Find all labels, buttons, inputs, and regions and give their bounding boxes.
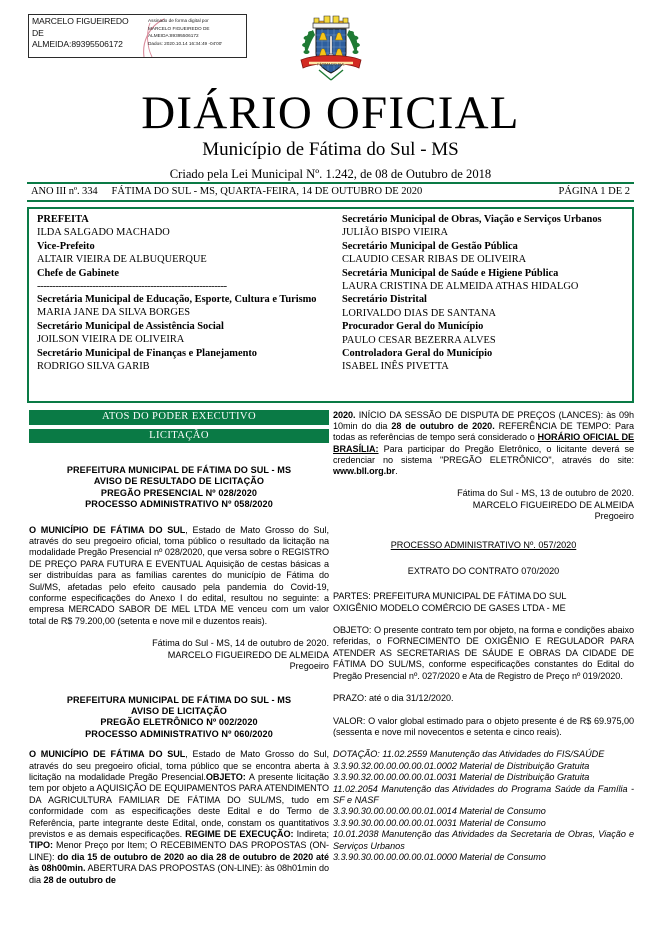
notice2-sign-name: MARCELO FIGUEIREDO DE ALMEIDA (472, 499, 634, 510)
notice2-heading-line: PROCESSO ADMINISTRATIVO Nº 060/2020 (85, 728, 273, 739)
signature-meta-line: MARCELO FIGUEIREDO DE (148, 25, 210, 31)
official-role: Vice-Prefeito (37, 240, 95, 252)
spacer (333, 738, 634, 749)
notice1-text: , Estado de Mato Grosso do Sul, através do seu pregoeiro oficial, toma público o resultado da licitação na modalidade Pregão Presencial nº 028/2020, que versa sobre o REGISTRO DE PREÇO PARA FUTURA E EVENTUAL Aquisição de cestas básicas a ser distribuídas para as famílias carentes do município de Fátima do Sul/MS, afetadas pelo efeito causado pela pandemia do Covid-19, conforme especificações do Anexo I do edital, resultou no seguinte: a empresa MERCADO SABOR DE MEL LTDA ME venceu com um valor total de R$ 79.200,00 (setenta e nove mil e duzentos reais). (29, 524, 329, 626)
contract-valor: VALOR: O valor global estimado para o objeto presente é de R$ 69.975,00 (sessenta e nove mil novecentos e setenta e cinco reais). (333, 715, 634, 737)
spacer (333, 522, 634, 540)
signature-metadata (145, 15, 246, 57)
issue-number: ANO III nº. 334 (31, 186, 98, 197)
officials-column-left (29, 209, 332, 401)
dotacao-line: 3.3.90.30.00.00.00.00.01.0000 Material de Consumo (333, 851, 546, 862)
notice2-tipo-label: TIPO: (29, 840, 53, 851)
official-person: RODRIGO SILVA GARIB (37, 361, 150, 373)
official-person: ILDA SALGADO MACHADO (37, 227, 170, 239)
contract-dotacao (333, 749, 634, 863)
notice2-cont-date2: 28 de outubro de 2020. (391, 421, 495, 432)
notice2-regime-label: REGIME DE EXECUÇÃO: (185, 828, 294, 839)
official-person: JULIÃO BISPO VIEIRA (342, 227, 449, 239)
spacer (333, 614, 634, 625)
contract-prazo: PRAZO: até o dia 31/12/2020. (333, 693, 454, 704)
official-person: LAURA CRISTINA DE ALMEIDA ATHAS HIDALGO (342, 281, 579, 293)
notice2-cont-t2: REFERÊNCIA DE TEMPO: Para todas as referências de tempo será considerado o (333, 421, 634, 443)
officials-panel (27, 207, 634, 403)
notice2-heading-line: AVISO DE LICITAÇÃO (131, 705, 227, 716)
page-indicator: PÁGINA 1 DE 2 (558, 186, 630, 197)
dotacao-line: 11.02.2054 Manutenção das Atividades do Programa Saúde da Família - SF e NASF (333, 783, 634, 805)
masthead (0, 88, 661, 182)
column-right (333, 410, 634, 863)
signature-name-line: MARCELO FIGUEIREDO (32, 16, 129, 26)
signature-meta-line: ALMEIDA:89395506172 (148, 33, 199, 39)
notice2-cont-date1: 2020. (333, 410, 356, 420)
section-bar-executive: ATOS DO PODER EXECUTIVO (29, 410, 329, 425)
spacer (29, 443, 329, 465)
dotacao-line: 3.3.90.30.00.00.00.00.01.0031 Material de Consumo (333, 817, 546, 828)
masthead-lawline: Criado pela Lei Municipal Nº. 1.242, de 08 de Outubro de 2018 (169, 167, 492, 181)
official-person: MARIA JANE DA SILVA BORGES (37, 307, 191, 319)
dotacao-line: 10.01.2038 Manutenção das Atividades da Secretaria de Obras, Viação e Serviços Urbanos (333, 829, 634, 851)
notice2-heading-line: PREFEITURA MUNICIPAL DE FÁTIMA DO SUL - MS (66, 694, 292, 705)
spacer (29, 511, 329, 525)
issue-bar (27, 182, 634, 202)
issue-bar-left (31, 185, 422, 198)
contract-extract-heading: EXTRATO DO CONTRATO 070/2020 (407, 565, 560, 576)
officials-separator: -------------------------------------------------------------- (37, 281, 227, 293)
officials-column-right (332, 209, 632, 401)
masthead-subtitle: Município de Fátima do Sul - MS (202, 139, 459, 160)
spacer (333, 705, 634, 716)
notice2-objeto-label: OBJETO: (205, 771, 246, 782)
notice2-cont-t4: . (395, 466, 398, 477)
spacer (333, 577, 634, 591)
spacer (29, 740, 329, 749)
notice1-heading-line: PREFEITURA MUNICIPAL DE FÁTIMA DO SUL - MS (66, 465, 292, 475)
official-role: Secretário Municipal de Assistência Social (37, 320, 224, 332)
notice1-heading-line: AVISO DE RESULTADO DE LICITAÇÃO (93, 476, 265, 487)
notice1-heading-line: PROCESSO ADMINISTRATIVO Nº 058/2020 (85, 499, 273, 510)
notice1-heading (29, 465, 329, 511)
official-person: JOILSON VIEIRA DE OLIVEIRA (37, 334, 185, 346)
spacer (333, 552, 634, 566)
notice1-heading-line: PREGÃO PRESENCIAL Nº 028/2020 (100, 487, 258, 498)
dotacao-line: 3.3.90.32.00.00.00.00.01.0031 Material de Distribuição Gratuita (333, 772, 590, 783)
spacer (29, 673, 329, 695)
signature-name-line: DE (32, 27, 44, 38)
dotacao-line: 3.3.90.32.00.00.00.00.01.0002 Material de Distribuição Gratuita (333, 760, 590, 771)
notice1-sign-name: MARCELO FIGUEIREDO DE ALMEIDA (167, 649, 329, 660)
notice2-tipo-text: Menor Preço por Item; O RECEBIMENTO DAS PROPOSTAS (ON-LINE): (29, 840, 329, 862)
notice2-recebimento-dates: do dia 15 de outubro de 2020 ao dia 28 de outubro de 2020 até às 08h00min. (29, 851, 329, 874)
official-person: PAULO CESAR BEZERRA ALVES (342, 334, 496, 346)
spacer (29, 627, 329, 638)
official-role: Secretário Municipal de Obras, Viação e Serviços Urbanos (342, 214, 602, 225)
signature-meta-line: Assinado de forma digital por (148, 18, 209, 23)
signature-name (29, 15, 145, 57)
notice2-p1: , Estado de Mato Grosso do Sul, através do seu pregoeiro oficial, torna público que se encontra aberta à licitação na modalidade Pregão Presencial. (29, 749, 329, 782)
contract-parties-line1: PARTES: PREFEITURA MUNICIPAL DE FÁTIMA DO SUL (333, 591, 567, 602)
signature-name-line: ALMEIDA:89395506172 (32, 39, 123, 50)
coat-of-arms-icon (297, 10, 365, 86)
official-person: ISABEL INÊS PIVETTA (342, 361, 449, 373)
notice2-sign-role: Pregoeiro (594, 511, 634, 522)
section-bar-licitacao: LICITAÇÃO (29, 429, 329, 444)
notice2-heading (29, 695, 329, 741)
notice2-continuation (333, 410, 634, 477)
notice1-lead: O MUNICÍPIO DE FÁTIMA DO SUL (29, 524, 186, 535)
official-role: Procurador Geral do Município (342, 321, 484, 333)
digital-signature-stamp (28, 14, 247, 58)
notice1-signature (29, 638, 329, 672)
notice2-regime-text: Indireta; (293, 828, 329, 839)
notice1-sign-role: Pregoeiro (289, 661, 329, 672)
official-person: CLAUDIO CESAR RIBAS DE OLIVEIRA (342, 254, 527, 266)
spacer (333, 477, 634, 488)
official-role: Controladora Geral do Município (342, 348, 493, 360)
notice2-cont-t1: INÍCIO DA SESSÃO DE DISPUTA DE PREÇOS (LANCES): às 09h 10min do dia (333, 410, 634, 432)
contract-parties (333, 591, 634, 614)
page-title: DIÁRIO OFICIAL (141, 87, 520, 139)
notice2-body (29, 749, 329, 886)
official-person: LORIVALDO DIAS DE SANTANA (342, 307, 496, 319)
dotacao-line: 3.3.90.30.00.00.00.00.01.0014 Material de Consumo (333, 806, 546, 817)
notice1-sign-place: Fátima do Sul - MS, 14 de outubro de 2020. (152, 638, 329, 649)
notice2-objeto-text: A presente licitação tem por objeto a AQUISIÇÃO DE EQUIPAMENTOS PARA ATENDIMENTO DA AGRICULTURA FAMILIAR DE FÁTIMA DO SUL/MS, tudo em conformidade com as especificações deste Edital e do Termo de Referência, parte integrante deste Edital, onde, constam os quantitativos previstos e as demais especificações. (29, 771, 329, 839)
official-role: Secretária Municipal de Saúde e Higiene Pública (342, 267, 559, 279)
official-role: PREFEITA (37, 214, 89, 225)
issue-place-date: FÁTIMA DO SUL - MS, QUARTA-FEIRA, 14 DE OUTUBRO DE 2020 (111, 186, 423, 197)
official-person: ALTAIR VIEIRA DE ALBUQUERQUE (37, 254, 207, 266)
signature-meta-line: Dados: 2020.10.14 16:34:49 -04'00' (148, 40, 223, 46)
notice2-brasilia-time: HORÁRIO OFICIAL DE BRASÍLIA: (333, 432, 635, 454)
official-role: Secretário Municipal de Gestão Pública (342, 240, 518, 252)
contract-process-heading (333, 540, 634, 551)
dotacao-line: DOTAÇÃO: 11.02.2559 Manutenção das Atividades do FIS/SAÚDE (333, 749, 605, 760)
notice2-lead: O MUNICÍPIO DE FÁTIMA DO SUL (29, 749, 186, 760)
notice2-cont-t3: Para participar do Pregão Eletrônico, o licitante deverá se credenciar no sistema "PREGÃO ELETRÔNICO", através do site: (333, 443, 634, 465)
notice2-site-link[interactable]: www.bll.org.br (333, 466, 396, 477)
notice1-body (29, 525, 329, 628)
notice2-abertura-text: ABERTURA DAS PROPOSTAS (ON-LINE): às 08h01min do dia (29, 863, 329, 885)
column-left (29, 410, 329, 886)
notice2-heading-line: PREGÃO ELETRÔNICO Nº 002/2020 (100, 717, 258, 728)
official-role: Secretário Distrital (342, 294, 427, 306)
contract-objeto: OBJETO: O presente contrato tem por objeto, na forma e condições abaixo referidas, o FORNECIMENTO DE OXIGÊNIO E REGULADOR PARA ATENDER AS SECRETARIAS DE SÁUDE E OBRAS DA CIDADE DE FÁTIMA DO SUL/MS, conforme especificações constantes do Edital do Pregão Presencial nº. 027/2020 e Ata de Registro de Preço nº 019/2020. (333, 625, 634, 681)
official-role: Secretário Municipal de Finanças e Planejamento (37, 347, 258, 359)
official-role: Chefe de Gabinete (37, 267, 119, 279)
svg-text:FÁTIMA DO SUL: FÁTIMA DO SUL (317, 62, 345, 67)
spacer (333, 682, 634, 693)
notice2-signature (333, 488, 634, 522)
contract-parties-line2: OXIGÊNIO MODELO COMÉRCIO DE GASES LTDA - ME (333, 602, 566, 613)
notice2-sign-place: Fátima do Sul - MS, 13 de outubro de 2020. (457, 488, 634, 499)
contract-process-number: PROCESSO ADMINISTRATIVO Nº. 057/2020 (390, 540, 577, 551)
notice2-abertura-date: 28 de outubro de (43, 874, 116, 885)
official-role: Secretária Municipal de Educação, Esporte, Cultura e Turismo (37, 294, 317, 306)
